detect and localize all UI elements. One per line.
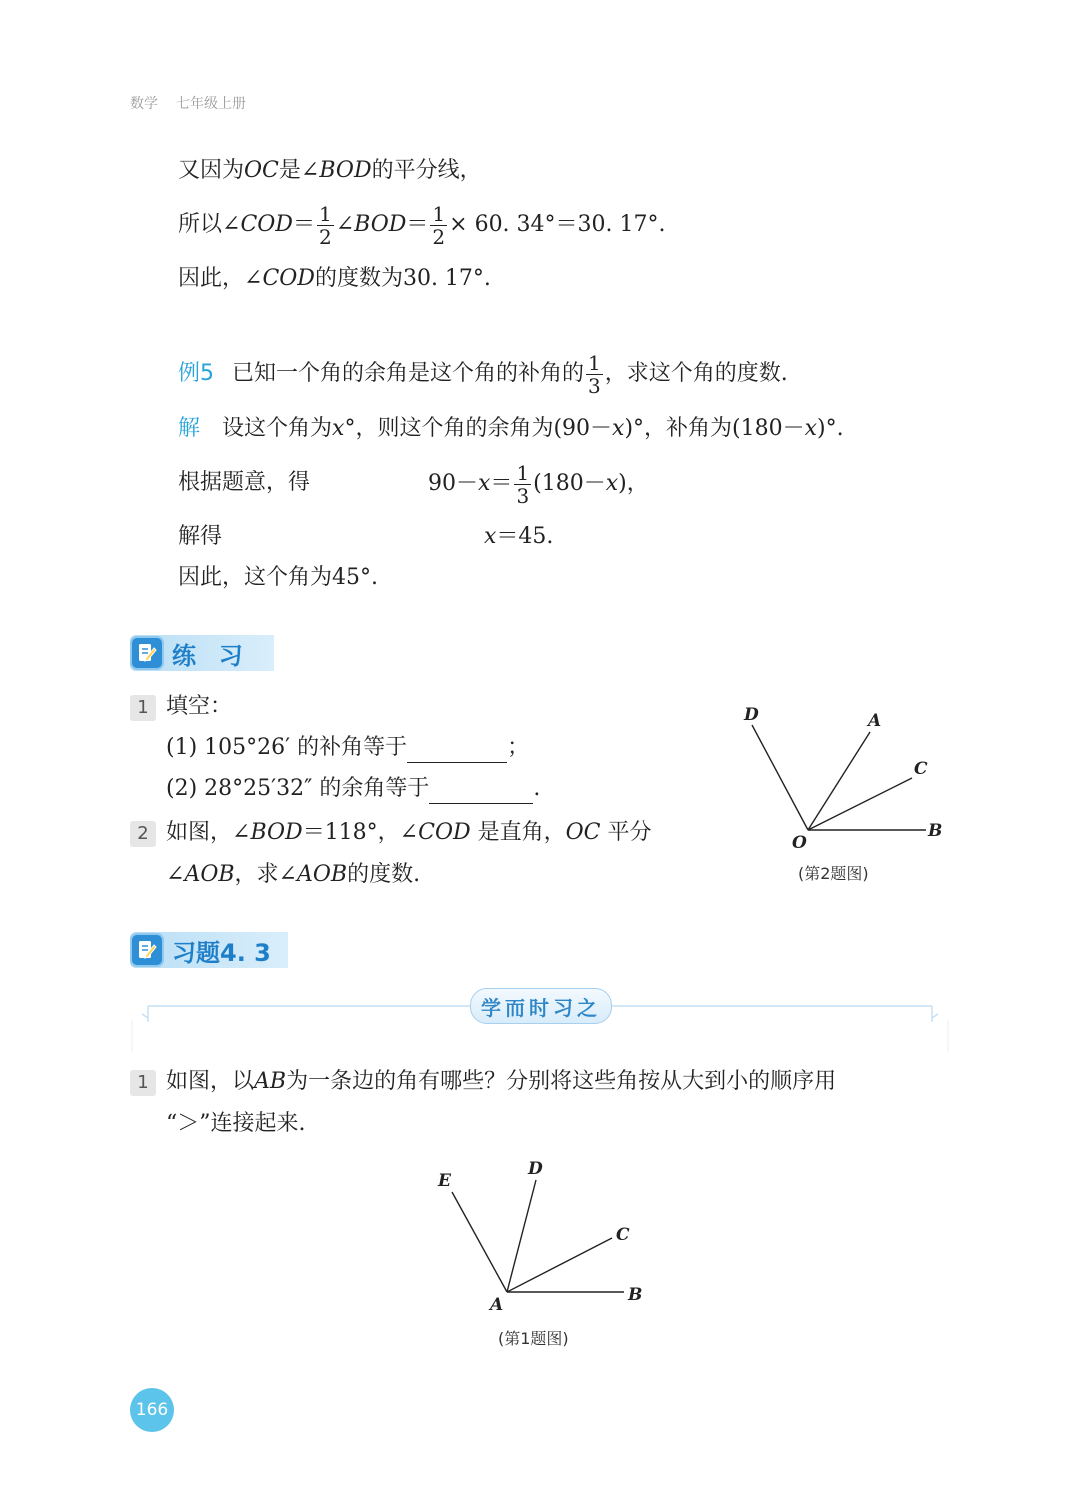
text: 的度数为30. 17°. (314, 266, 491, 291)
fraction-third-2 (514, 462, 531, 507)
question-number: 2 (130, 821, 156, 847)
frac-den: 3 (516, 483, 530, 508)
text: ，求∠ (234, 862, 297, 887)
exercise-figure-caption: (第1题图) (498, 1329, 569, 1348)
point-label-c: C (616, 1225, 630, 1245)
equals: ＝ (490, 471, 513, 496)
var-aob: AOB (184, 862, 235, 887)
example-5-solution-intro (178, 414, 844, 444)
exercise-figure (428, 1150, 658, 1320)
pencil-note-icon (130, 636, 164, 670)
point-label-o: O (792, 833, 807, 853)
practice-figure-caption: (第2题图) (798, 864, 869, 883)
practice-banner (130, 635, 274, 671)
content-line-1 (178, 156, 482, 186)
text: × 60. 34°＝30. 17°. (449, 212, 666, 237)
ray-oc (808, 778, 912, 830)
content-line-3 (178, 264, 491, 294)
angle-sign: ∠ (335, 212, 355, 237)
var-x: x (605, 471, 619, 496)
text: 的平分线， (371, 158, 482, 183)
text: (1) 105°26′ 的补角等于 (166, 735, 408, 760)
var-x: x (804, 416, 818, 441)
frac-den: 2 (318, 224, 332, 249)
exercise-q1-line1 (130, 1067, 836, 1097)
point-label-b: B (628, 1285, 643, 1305)
text: )°. (817, 416, 844, 441)
content-line-2 (178, 200, 666, 250)
point-label-a: A (868, 711, 882, 731)
var-aob: AOB (296, 862, 348, 887)
practice-q1-part1 (166, 733, 529, 763)
var-x: x (484, 524, 497, 549)
var-cod: COD (262, 266, 315, 291)
practice-title: 练 习 (172, 641, 245, 670)
var-bod: BOD (319, 158, 372, 183)
equals: ＝ (406, 212, 429, 237)
exercise-banner (130, 932, 288, 968)
text: 如图，∠ (166, 820, 251, 845)
var-cod: COD (240, 212, 293, 237)
frac-den: 3 (588, 373, 601, 398)
practice-q1-prompt (130, 692, 232, 722)
var-oc: OC (244, 158, 279, 183)
exercise-q1-line2: “＞”连接起来. (166, 1111, 306, 1136)
frac-num: 1 (516, 460, 530, 485)
answer-blank[interactable] (429, 781, 533, 804)
fraction-half (317, 203, 334, 248)
ray-od (752, 725, 808, 830)
text: )°，补角为(180－ (624, 416, 805, 441)
frac-num: 1 (432, 201, 446, 226)
page-number: 166 (130, 1388, 174, 1432)
text: ； (507, 735, 530, 760)
text: 90－ (428, 471, 478, 496)
text: . (533, 776, 541, 801)
header-grade: 七年级上册 (176, 96, 246, 112)
text: 是∠ (278, 158, 320, 183)
point-label-d: D (528, 1159, 543, 1179)
var-oc: OC (565, 820, 601, 845)
text: ＝45. (496, 524, 554, 549)
frac-num: 1 (318, 201, 332, 226)
example-5-step1-equation (428, 458, 649, 510)
text: °，则这个角的余角为(90－ (344, 416, 613, 441)
ray-ae (452, 1192, 507, 1292)
example-5-step2-equation (484, 522, 553, 552)
text: 已知一个角的余角是这个角的补角的 (232, 361, 585, 386)
text: 因此，∠ (178, 266, 263, 291)
text: ＝118°，∠ (302, 820, 419, 845)
text: 为一条边的角有哪些？分别将这些角按从大到小的顺序用 (286, 1069, 837, 1094)
fraction-third (586, 352, 603, 397)
example-5-step2-label: 解得 (178, 524, 223, 549)
ray-ac (507, 1238, 612, 1292)
practice-q2-line2 (166, 860, 420, 890)
header-subject: 数学 (130, 96, 158, 112)
text: (2) 28°25′32″ 的余角等于 (166, 776, 430, 801)
pencil-note-icon (130, 933, 164, 967)
text: 平分 (600, 820, 652, 845)
practice-q1-part2 (166, 774, 540, 804)
ray-ad (507, 1180, 536, 1292)
point-label-e: E (438, 1171, 451, 1191)
text: ，求这个角的度数. (604, 361, 788, 386)
example-label: 例5 (178, 361, 214, 386)
text: 是直角， (470, 820, 566, 845)
point-label-d: D (744, 705, 759, 725)
var-x: x (332, 416, 345, 441)
exercise-title: 习题4. 3 (172, 938, 271, 967)
practice-figure (730, 700, 960, 860)
practice-q2-line1 (130, 818, 652, 848)
var-x: x (478, 471, 491, 496)
text: 设这个角为 (222, 416, 333, 441)
var-bod: BOD (354, 212, 407, 237)
running-head (130, 93, 246, 113)
fraction-half-2 (430, 203, 447, 248)
text: 的度数. (347, 862, 421, 887)
section-tab: 学而时习之 (470, 988, 612, 1024)
point-label-a: A (490, 1295, 504, 1315)
point-label-c: C (914, 759, 928, 779)
var-cod: COD (418, 820, 471, 845)
example-5-statement (178, 348, 788, 400)
text: )， (618, 471, 649, 496)
text: 所以∠ (178, 212, 241, 237)
equals: ＝ (292, 212, 315, 237)
answer-blank[interactable] (407, 740, 507, 763)
example-5-conclusion: 因此，这个角为45°. (178, 565, 378, 590)
text: 如图，以 (166, 1069, 255, 1094)
var-ab: AB (254, 1069, 287, 1094)
var-bod: BOD (250, 820, 303, 845)
text: (180－ (533, 471, 606, 496)
text: 填空： (166, 694, 233, 719)
var-x: x (612, 416, 625, 441)
solution-label: 解 (178, 416, 201, 441)
frac-num: 1 (588, 350, 601, 375)
question-number: 1 (130, 695, 156, 721)
text: ∠ (166, 862, 185, 887)
point-label-b: B (928, 821, 943, 841)
frac-den: 2 (432, 224, 446, 249)
example-5-step1-label: 根据题意，得 (178, 470, 311, 495)
question-number: 1 (130, 1070, 156, 1096)
text: 又因为 (178, 158, 245, 183)
ray-oa (808, 732, 870, 830)
